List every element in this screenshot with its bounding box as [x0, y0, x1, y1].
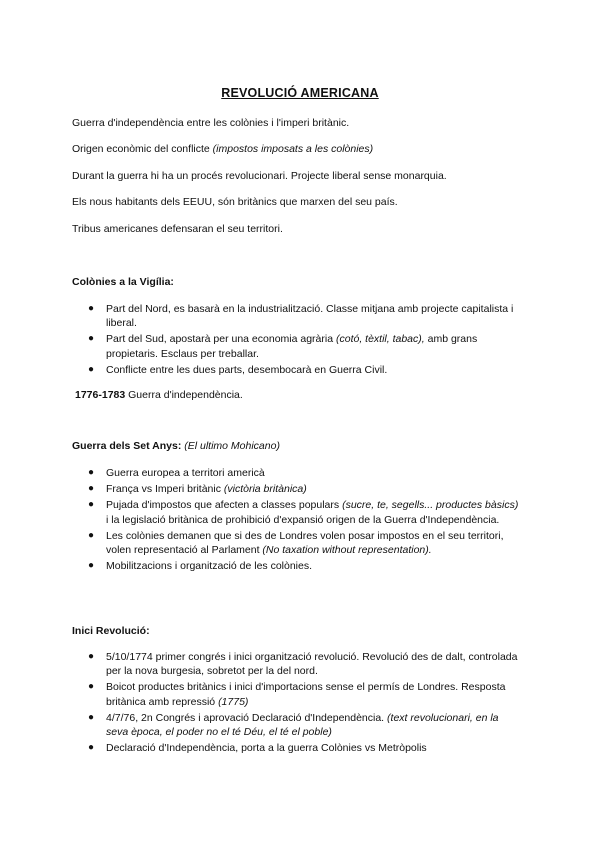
bullet-icon: ●: [88, 711, 95, 723]
bullet-icon: ●: [88, 560, 95, 572]
intro-paragraph-3: Durant la guerra hi ha un procés revolucionari. Projecte liberal sense monarquia.: [72, 170, 447, 182]
page-title: REVOLUCIÓ AMERICANA: [221, 86, 379, 100]
bullet-icon: ●: [88, 742, 95, 754]
section1-list: [72, 302, 522, 379]
date-range: 1776-1783: [75, 389, 126, 401]
bullet-icon: ●: [88, 483, 95, 495]
bullet-icon: ●: [88, 529, 95, 541]
bullet-icon: ●: [88, 333, 95, 345]
section-heading-seven-years-war: Guerra dels Set Anys: (El ultimo Mohicano): [72, 440, 280, 452]
section-heading-revolution-start: Inici Revolució:: [72, 625, 150, 637]
list-item: ● Part del Nord, es basarà en la industrialització. Classe mitjana amb projecte capitalista i liberal.: [88, 303, 514, 330]
list-item: ● Part del Sud, apostarà per una economia agrària (cotó, tèxtil, tabac), amb grans propietaris. Esclaus per treballar.: [88, 333, 478, 360]
intro-paragraph-1: Guerra d'independència entre les colònies i l'imperi britànic.: [72, 117, 350, 129]
intro-paragraph-2: [72, 142, 532, 156]
section-heading-colonies: Colònies a la Vigília:: [72, 276, 174, 288]
list-item: ● Declaració d'Independència, porta a la guerra Colònies vs Metròpolis: [88, 742, 427, 755]
bullet-icon: ●: [88, 363, 95, 375]
bullet-icon: ●: [88, 499, 95, 511]
intro-paragraph-2-text: Origen econòmic del conflicte: [72, 143, 213, 155]
list-item: ● 5/10/1774 primer congrés i inici organització revolució. Revolució des de dalt, controlada per la nova burgesia, sobretot per la del nord.: [88, 651, 518, 678]
intro-paragraph-2-italic: (impostos imposats a les colònies): [212, 143, 374, 155]
section3-list: [72, 650, 522, 757]
bullet-icon: ●: [88, 303, 95, 314]
bullet-icon: ●: [88, 467, 95, 478]
list-item: ● Boicot productes britànics i inici d'importacions sense el permís de Londres. Resposta britànica amb repressió (1775): [88, 681, 506, 708]
bullet-icon: ●: [88, 681, 95, 693]
list-item: ● Guerra europea a territori americà: [88, 467, 265, 479]
date-description: Guerra d'independència.: [125, 389, 243, 401]
intro-paragraph-4: Els nous habitants dels EEUU, són britànics que marxen del seu país.: [72, 196, 398, 208]
list-item: ● Les colònies demanen que si des de Londres volen posar impostos en el seu territori, volen representació al Parlament (No taxation without representation).: [88, 529, 504, 557]
bullet-icon: ●: [88, 651, 95, 662]
intro-paragraph-5: Tribus americanes defensaran el seu territori.: [72, 223, 283, 235]
list-item: ● 4/7/76, 2n Congrés i aprovació Declaració d'Independència. (text revolucionari, en la seva època, el poder no el té Déu, el té el poble): [88, 711, 499, 739]
date-line: [75, 388, 535, 402]
section2-list: [72, 466, 522, 575]
list-item: ● Pujada d'impostos que afecten a classes populars (sucre, te, segells... productes bàsics) i la legislació britànica de prohibició d'expansió origen de la Guerra d'Independència.: [88, 499, 519, 526]
section-heading-subtitle: (El ultimo Mohicano): [184, 440, 280, 452]
list-item: ● França vs Imperi britànic (victòria britànica): [88, 483, 307, 496]
list-item: ● Conflicte entre les dues parts, desembocarà en Guerra Civil.: [88, 363, 388, 376]
list-item: ● Mobilitzacions i organització de les colònies.: [88, 560, 313, 573]
